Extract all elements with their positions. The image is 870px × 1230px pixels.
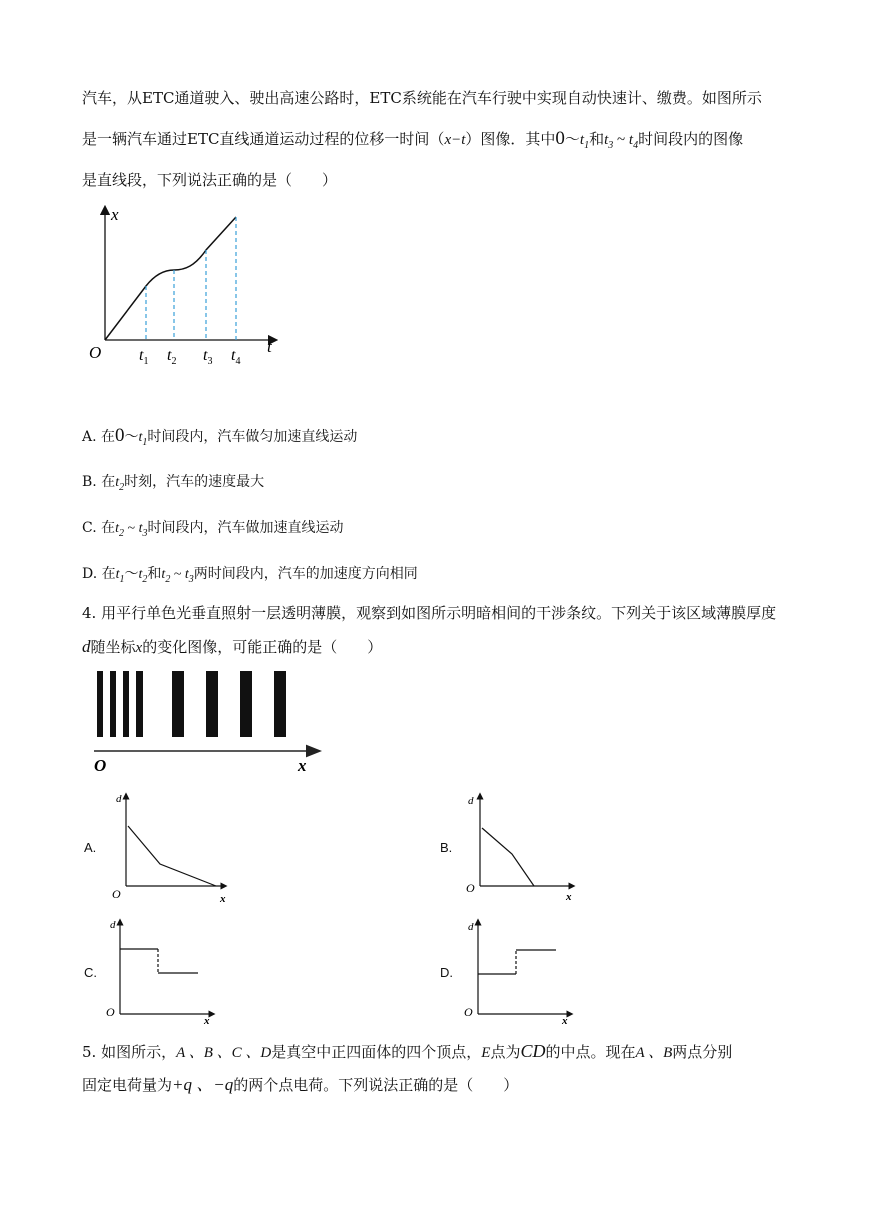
choice-b-x-label: x — [566, 891, 572, 903]
choice-c-graph — [104, 912, 234, 1030]
fringe — [172, 671, 184, 737]
q5-text: 固定电荷量为 — [82, 1076, 173, 1094]
interval-t2-t3: $t_2$ ~ $t_3$ — [115, 521, 148, 539]
choice-d-origin: O — [464, 1005, 473, 1019]
t2-symbol: $t_2$ — [115, 475, 125, 493]
option-text: 时间段内，汽车做匀加速直线运动 — [147, 429, 358, 445]
q5-line-2 — [82, 1074, 518, 1096]
choice-c-x-label: x — [204, 1015, 210, 1027]
d-x-curve — [128, 826, 216, 886]
q3-option-a — [82, 425, 357, 454]
vertices-abcd: A 、B 、C 、D — [176, 1045, 272, 1061]
q5-text: 的两个点电荷。下列说法正确的是（ ） — [233, 1076, 519, 1094]
fringe-x-label: x — [298, 756, 307, 775]
q4-line-2 — [82, 636, 382, 659]
q3-text: 时间段内的图像 — [638, 130, 744, 148]
choice-a-origin: O — [112, 887, 121, 901]
choice-d-label[interactable]: D. — [440, 965, 453, 980]
d-symbol: d — [82, 637, 91, 656]
x-label: x — [111, 205, 119, 224]
q3-text: 是一辆汽车通过ETC直线通道运动过程的位移一时间（ — [82, 130, 445, 148]
points-ab: A 、B — [635, 1045, 673, 1061]
segment-cd: CD — [520, 1041, 546, 1061]
origin-label: O — [89, 343, 102, 362]
choice-c-d-label: d — [110, 919, 116, 931]
choice-a-label[interactable]: A. — [84, 840, 97, 855]
q3-option-c — [82, 517, 343, 545]
option-text: A. 在 — [82, 429, 116, 445]
q5-text: 两点分别 — [672, 1043, 733, 1061]
choice-d-x-label: x — [562, 1015, 568, 1027]
t-label: t — [267, 337, 272, 356]
q4-text: 的变化图像，可能正确的是（ ） — [142, 638, 383, 656]
q3-text: ）图像．其中 — [465, 130, 556, 148]
choice-a-x-label: x — [220, 893, 226, 905]
option-text: 两时间段内，汽车的加速度方向相同 — [193, 566, 418, 582]
d-x-curve — [482, 828, 534, 886]
fringe — [123, 671, 129, 737]
t4-label: $t_4$ — [231, 347, 241, 367]
choice-c-label[interactable]: C. — [84, 965, 97, 980]
q3-line-2 — [82, 128, 743, 157]
option-text: 和 — [147, 566, 162, 582]
t3-label: $t_3$ — [203, 347, 213, 367]
q3-option-b — [82, 471, 264, 499]
q4-line-1: 4. 用平行单色光垂直照射一层透明薄膜，观察到如图所示明暗相间的干涉条纹。下列关于该区域薄膜厚度 — [82, 604, 777, 622]
option-text: D. 在 — [82, 566, 116, 582]
xt-graph — [85, 200, 285, 375]
q3-option-d — [82, 563, 418, 591]
option-text: 时间段内，汽车做加速直线运动 — [147, 520, 344, 536]
interval-t3-t4: $t_3$ ~ $t_4$ — [604, 132, 639, 151]
fringe — [97, 671, 103, 737]
option-text: B. 在 — [82, 474, 116, 490]
xt-label: x−t — [444, 132, 466, 148]
q5-text: 是真空中正四面体的四个顶点， — [271, 1043, 482, 1061]
fringe — [110, 671, 116, 737]
q5-text: 的中点。现在 — [545, 1043, 636, 1061]
choice-d-graph — [462, 912, 592, 1030]
fringe-origin: O — [94, 756, 107, 775]
q3-line-3: 是直线段，下列说法正确的是（ ） — [82, 171, 338, 189]
xt-curve — [105, 217, 236, 340]
interval-0-t1: $0\sim t_1$ — [555, 128, 590, 151]
choice-a-graph — [108, 788, 238, 910]
q3-line-1: 汽车，从ETC通道驶入、驶出高速公路时，ETC系统能在汽车行驶中实现自动快速计、缴费。如图所示 — [82, 89, 762, 107]
option-text: C. 在 — [82, 520, 116, 536]
interval-t1-t2: $t_1\sim t_2$ — [115, 567, 148, 585]
fringe — [274, 671, 286, 737]
charges: +q 、−q — [172, 1075, 234, 1094]
choice-b-label[interactable]: B. — [440, 840, 453, 855]
fringe — [206, 671, 218, 737]
t1-label: $t_1$ — [139, 347, 149, 367]
option-text: 时刻，汽车的速度最大 — [124, 474, 265, 490]
q3-text: 和 — [589, 130, 605, 148]
q4-text: 随坐标 — [90, 638, 136, 656]
fringe — [240, 671, 252, 737]
point-e: E — [481, 1045, 491, 1061]
choice-d-d-label: d — [468, 921, 474, 933]
interval-t2-t3: $t_2$ ~ $t_3$ — [161, 567, 194, 585]
interval-0-t1: $0\sim t_1$ — [115, 425, 148, 448]
choice-b-origin: O — [466, 881, 475, 895]
choice-a-d-label: d — [116, 793, 122, 805]
fringe — [136, 671, 143, 737]
q5-text: 5. 如图所示， — [82, 1043, 177, 1061]
t2-label: $t_2$ — [167, 347, 177, 367]
choice-c-origin: O — [106, 1005, 115, 1019]
q5-line-1 — [82, 1040, 732, 1064]
x-symbol: x — [135, 640, 143, 656]
choice-b-graph — [462, 788, 592, 910]
fringe-pattern — [88, 665, 328, 775]
q5-text: 点为 — [490, 1043, 521, 1061]
choice-b-d-label: d — [468, 795, 474, 807]
